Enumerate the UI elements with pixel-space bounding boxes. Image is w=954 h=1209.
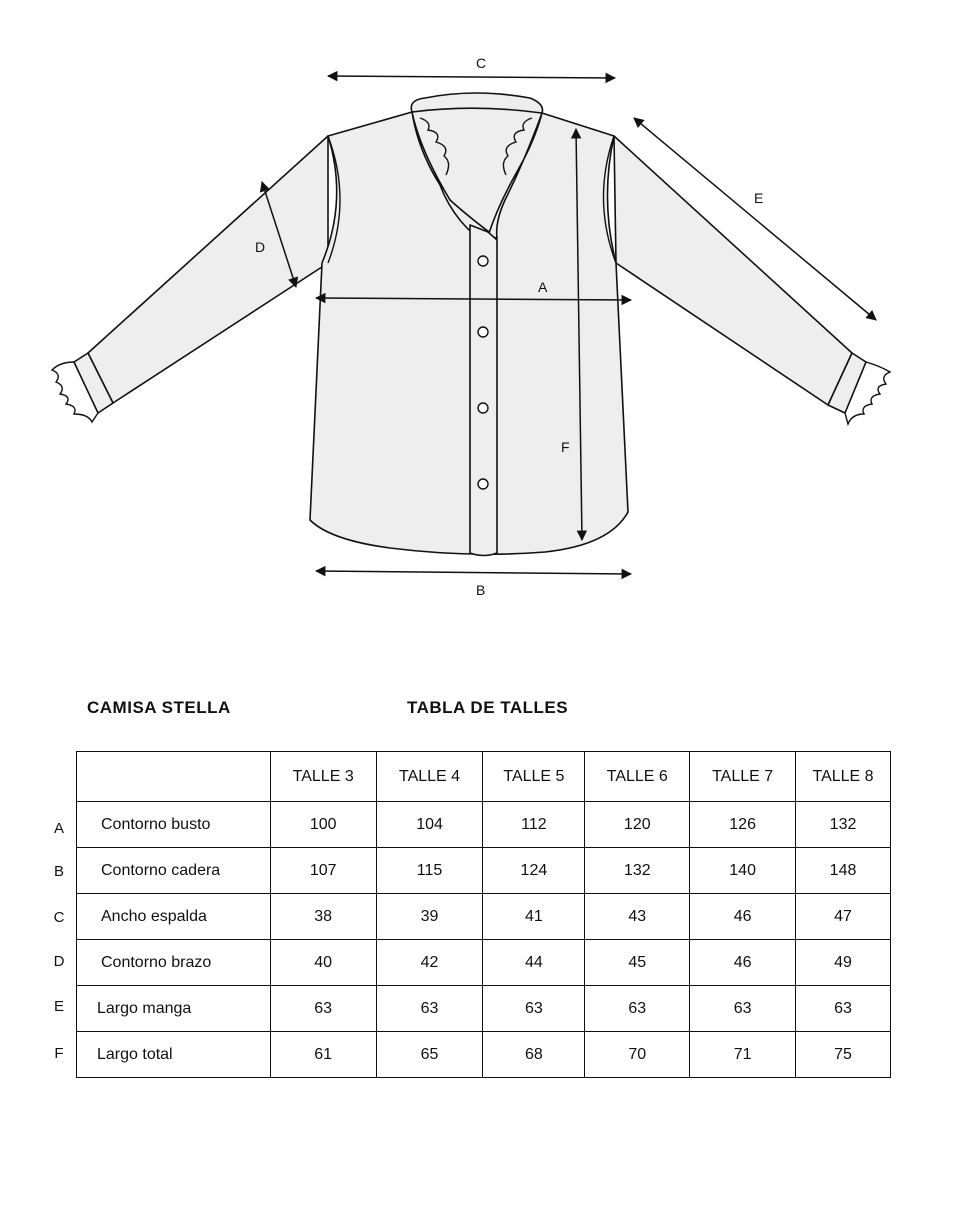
column-header: TALLE 3	[270, 752, 376, 802]
shirt-button	[478, 479, 488, 489]
row-label: Contorno cadera	[77, 848, 271, 894]
table-header-row	[77, 752, 891, 802]
table-corner-cell	[77, 752, 271, 802]
arrow-b-hip	[316, 571, 631, 574]
table-cell: 100	[270, 802, 376, 848]
table-cell: 46	[690, 940, 796, 986]
row-letter: F	[54, 1045, 64, 1062]
button-placket	[470, 225, 497, 556]
table-row	[77, 986, 891, 1032]
column-header: TALLE 4	[376, 752, 483, 802]
table-row	[77, 1032, 891, 1078]
label-a: A	[538, 279, 548, 295]
product-title: CAMISA STELLA	[87, 698, 231, 717]
table-cell: 140	[690, 848, 796, 894]
table-cell: 42	[376, 940, 483, 986]
row-label: Ancho espalda	[77, 894, 271, 940]
table-cell: 75	[796, 1032, 891, 1078]
row-label: Largo manga	[77, 986, 271, 1032]
table-cell: 120	[585, 802, 690, 848]
table-cell: 104	[376, 802, 483, 848]
table-cell: 70	[585, 1032, 690, 1078]
table-cell: 63	[376, 986, 483, 1032]
table-cell: 112	[483, 802, 585, 848]
table-cell: 115	[376, 848, 483, 894]
table-row	[77, 894, 891, 940]
table-cell: 63	[690, 986, 796, 1032]
left-sleeve	[88, 136, 328, 403]
table-cell: 71	[690, 1032, 796, 1078]
table-cell: 63	[796, 986, 891, 1032]
table-cell: 124	[483, 848, 585, 894]
shirt-button	[478, 403, 488, 413]
table-cell: 38	[270, 894, 376, 940]
label-e: E	[754, 190, 764, 206]
row-letter: C	[53, 909, 65, 926]
table-row	[77, 940, 891, 986]
shirt-button	[478, 327, 488, 337]
table-cell: 45	[585, 940, 690, 986]
row-letter: A	[53, 820, 64, 837]
table-title: TABLA DE TALLES	[407, 698, 569, 717]
table-row	[77, 848, 891, 894]
table-cell: 40	[270, 940, 376, 986]
table-cell: 132	[796, 802, 891, 848]
row-letter: D	[53, 953, 65, 970]
row-letter: E	[53, 998, 64, 1015]
shirt-body	[310, 106, 628, 554]
table-cell: 68	[483, 1032, 585, 1078]
row-label: Contorno busto	[77, 802, 271, 848]
label-f: F	[561, 439, 570, 455]
table-cell: 47	[796, 894, 891, 940]
label-c: C	[476, 55, 487, 71]
row-letter: B	[53, 863, 64, 880]
table-cell: 63	[270, 986, 376, 1032]
table-cell: 65	[376, 1032, 483, 1078]
column-header: TALLE 7	[690, 752, 796, 802]
table-cell: 41	[483, 894, 585, 940]
size-table	[76, 751, 891, 1078]
table-cell: 63	[483, 986, 585, 1032]
row-label: Largo total	[77, 1032, 271, 1078]
table-cell: 39	[376, 894, 483, 940]
table-cell: 46	[690, 894, 796, 940]
table-cell: 63	[585, 986, 690, 1032]
table-cell: 126	[690, 802, 796, 848]
table-cell: 107	[270, 848, 376, 894]
table-row	[77, 802, 891, 848]
column-header: TALLE 8	[796, 752, 891, 802]
column-header: TALLE 6	[585, 752, 690, 802]
row-label: Contorno brazo	[77, 940, 271, 986]
table-cell: 132	[585, 848, 690, 894]
table-cell: 43	[585, 894, 690, 940]
column-header: TALLE 5	[483, 752, 585, 802]
table-cell: 61	[270, 1032, 376, 1078]
label-d: D	[255, 239, 266, 255]
shirt-button	[478, 256, 488, 266]
table-cell: 148	[796, 848, 891, 894]
arrow-c-back-width	[328, 76, 615, 78]
table-cell: 44	[483, 940, 585, 986]
table-cell: 49	[796, 940, 891, 986]
label-b: B	[476, 582, 486, 598]
